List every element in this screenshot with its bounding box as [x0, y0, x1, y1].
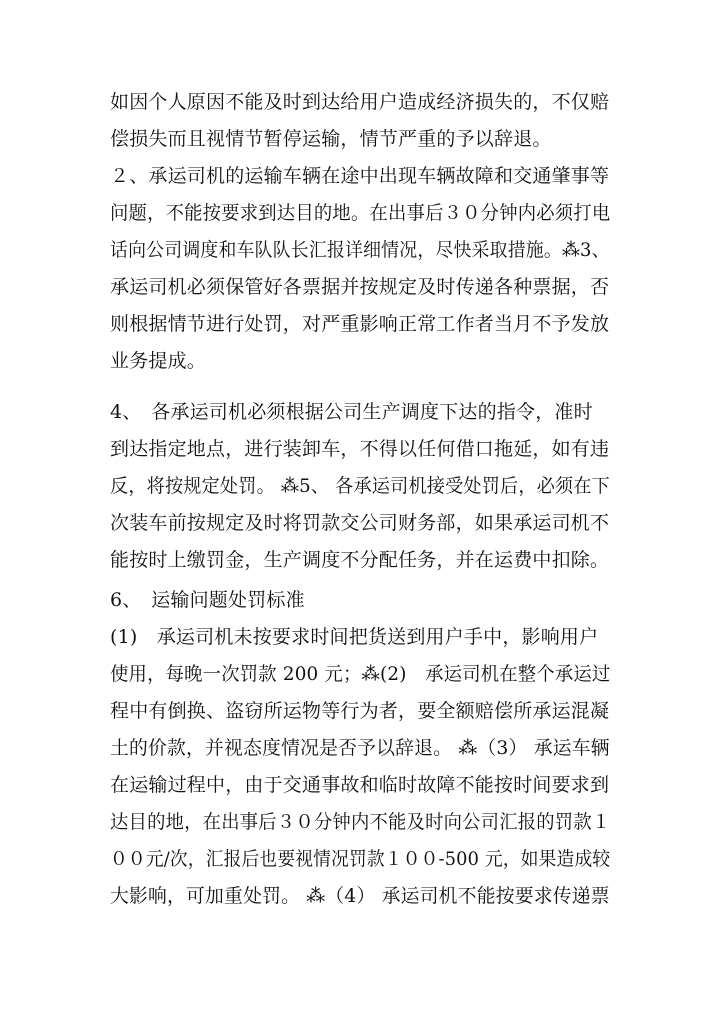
- text-line: 使用，每晚一次罚款 200 元；⁂(2) 承运司机在整个承运过: [110, 663, 611, 685]
- text-line: 则根据情节进行处罚，对严重影响正常工作者当月不予发放: [110, 313, 610, 335]
- text-line: 4、 各承运司机必须根据公司生产调度下达的指令，准时: [110, 401, 593, 423]
- text-line: 达目的地，在出事后３０分钟内不能及时向公司汇报的罚款１: [110, 811, 611, 833]
- text-line: 问题，不能按要求到达目的地。在出事后３０分钟内必须打电: [110, 202, 611, 224]
- text-line: 能按时上缴罚金，生产调度不分配任务，并在运费中扣除。: [110, 549, 610, 571]
- text-line: ２、承运司机的运输车辆在途中出现车辆故障和交通肇事等: [110, 165, 610, 187]
- text-line: 反，将按规定处罚。 ⁂5、 各承运司机接受处罚后，必须在下: [110, 475, 610, 497]
- text-line: 6、 运输问题处罚标准: [110, 589, 305, 611]
- text-line: 承运司机必须保管好各票据并按规定及时传递各种票据，否: [110, 276, 610, 298]
- text-line: 业务提成。: [110, 350, 207, 372]
- text-line: (1) 承运司机未按要求时间把货送到用户手中，影响用户: [110, 626, 599, 648]
- text-line: 如因个人原因不能及时到达给用户造成经济损失的，不仅赔: [110, 91, 610, 113]
- text-line: 偿损失而且视情节暂停运输，情节严重的予以辞退。: [110, 128, 552, 150]
- text-line: 大影响，可加重处罚。 ⁂（4） 承运司机不能按要求传递票: [110, 885, 610, 907]
- text-line: 到达指定地点，进行装卸车，不得以任何借口拖延，如有违: [110, 438, 610, 460]
- text-line: 话向公司调度和车队队长汇报详细情况，尽快采取措施。⁂3、: [110, 239, 610, 261]
- text-line: 土的价款，并视态度情况是否予以辞退。 ⁂（3） 承运车辆: [110, 737, 610, 759]
- text-line: 次装车前按规定及时将罚款交公司财务部，如果承运司机不: [110, 512, 610, 534]
- text-line: 在运输过程中，由于交通事故和临时故障不能按时间要求到: [110, 774, 610, 796]
- text-line: 程中有倒换、盗窃所运物等行为者，要全额赔偿所承运混凝: [110, 700, 610, 722]
- text-line: ００元/次，汇报后也要视情况罚款１００-500 元，如果造成较: [110, 848, 611, 870]
